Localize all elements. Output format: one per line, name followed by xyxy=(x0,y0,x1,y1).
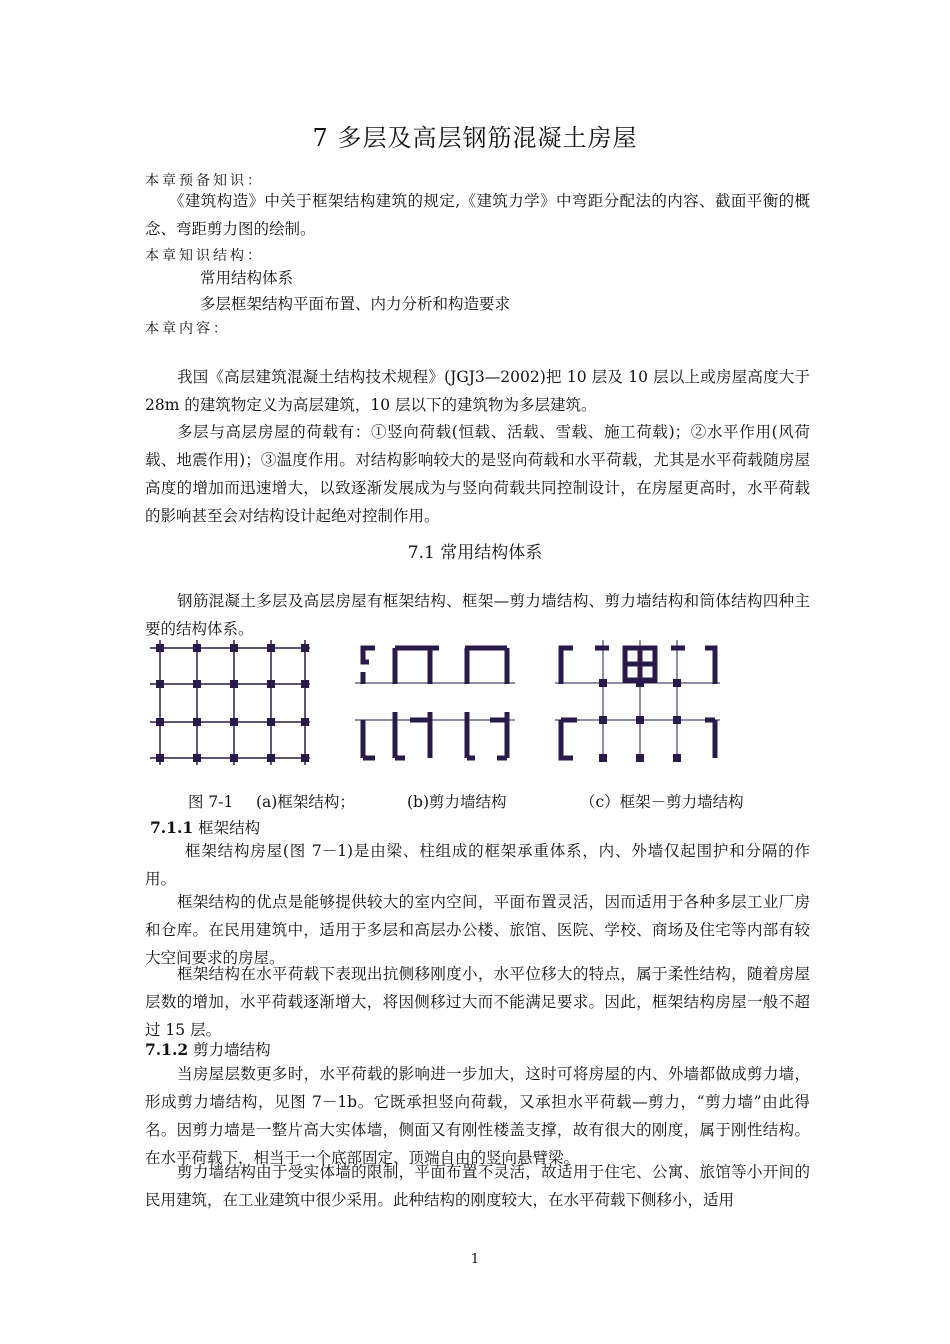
subsection-number: 7.1.2 xyxy=(145,1040,189,1059)
subsection-title: 剪力墙结构 xyxy=(193,1041,271,1059)
subsection-number: 7.1.1 xyxy=(150,818,194,837)
figure-frame-structure xyxy=(150,640,320,770)
subsection-heading-7-1-2 xyxy=(145,1038,271,1060)
figure-number: 图 7-1 xyxy=(188,793,234,811)
structure-label: 本章知识结构： xyxy=(145,248,264,264)
intro-paragraph: 我国《高层建筑混凝土结构技术规程》(JGJ3—2002)把 10 层及 10 层以上或房屋高度大于 28m 的建筑物定义为高层建筑，10 层以下的建筑物为多层建筑。 xyxy=(145,368,810,414)
page-number: 1 xyxy=(470,1252,480,1267)
figure-frame-shear-wall-structure xyxy=(555,640,725,770)
figure-shear-wall-structure xyxy=(355,640,520,770)
figure-caption-b: (b)剪力墙结构 xyxy=(407,793,507,811)
paragraph: 剪力墙结构由于受实体墙的限制，平面布置不灵活，故适用于住宅、公寓、旅馆等小开间的民用建筑，在工业建筑中很少采用。此种结构的刚度较大，在水平荷载下侧移小，适用 xyxy=(145,1163,810,1209)
section-text: 钢筋混凝土多层及高层房屋有框架结构、框架—剪力墙结构、剪力墙结构和筒体结构四种主要的结构体系。 xyxy=(145,592,810,638)
figure-caption-c: （c）框架－剪力墙结构 xyxy=(580,793,744,811)
prereq-label: 本章预备知识： xyxy=(145,173,264,189)
paragraph: 当房屋层数更多时，水平荷载的影响进一步加大，这时可将房屋的内、外墙都做成剪力墙，形成剪力墙结构，见图 7－1b。它既承担竖向荷载，又承担水平荷载—剪力，“剪力墙”由此得名。因剪力墙是一整片高大实体墙，侧面又有刚性楼盖支撑，故有很大的刚度，属于刚性结构。在水平荷载下，相当于一个底部固定、顶端自由的竖向悬臂梁。 xyxy=(145,1065,810,1167)
paragraph: 框架结构房屋(图 7－1)是由梁、柱组成的框架承重体系，内、外墙仅起围护和分隔的作用。 xyxy=(145,842,810,888)
intro-paragraph: 多层与高层房屋的荷载有：①竖向荷载(恒载、活载、雪载、施工荷载)；②水平作用(风荷载、地震作用)；③温度作用。对结构影响较大的是竖向荷载和水平荷载，尤其是水平荷载随房屋高度的增加而迅速增大，以致逐渐发展成为与竖向荷载共同控制设计，在房屋更高时，水平荷载的影响甚至会对结构设计起绝对控制作用。 xyxy=(145,423,810,525)
section-title: 7.1 常用结构体系 xyxy=(407,543,543,563)
structure-item: 多层框架结构平面布置、内力分析和构造要求 xyxy=(200,295,511,313)
subsection-title: 框架结构 xyxy=(198,819,261,837)
content-label: 本章内容： xyxy=(145,321,230,337)
paragraph: 框架结构在水平荷载下表现出抗侧移刚度小，水平位移大的特点，属于柔性结构，随着房屋层数的增加，水平荷载逐渐增大，将因侧移过大而不能满足要求。因此，框架结构房屋一般不超过 15 层。 xyxy=(145,965,810,1039)
chapter-title: 7 多层及高层钢筋混凝土房屋 xyxy=(312,124,638,152)
figure-caption-a: (a)框架结构； xyxy=(256,793,355,811)
prereq-text: 《建筑构造》中关于框架结构建筑的规定,《建筑力学》中弯距分配法的内容、截面平衡的概念、弯距剪力图的绘制。 xyxy=(145,192,810,238)
paragraph: 框架结构的优点是能够提供较大的室内空间，平面布置灵活，因而适用于各种多层工业厂房和仓库。在民用建筑中，适用于多层和高层办公楼、旅馆、医院、学校、商场及住宅等内部有较大空间要求的房屋。 xyxy=(145,893,810,967)
structure-item: 常用结构体系 xyxy=(200,269,294,287)
subsection-heading-7-1-1 xyxy=(150,816,260,838)
